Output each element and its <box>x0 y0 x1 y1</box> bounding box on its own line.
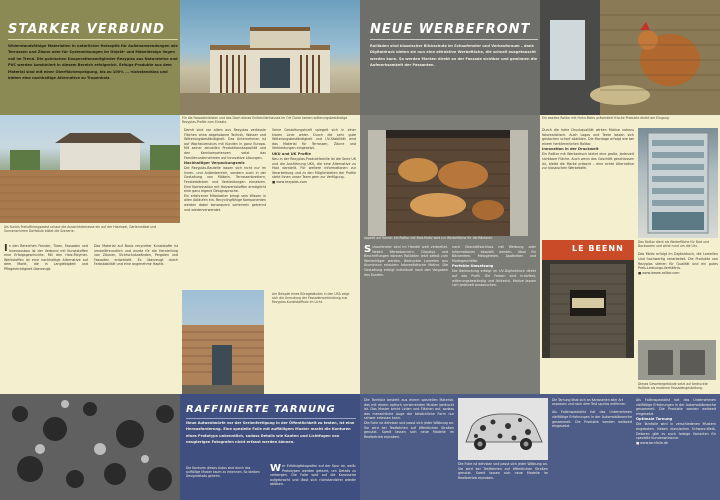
right-col-heading: Innovation in der Druckwelt <box>542 147 599 152</box>
middle-dropcap: S <box>364 245 372 255</box>
bottom-col-car-text: Die Folie ist dehnbar und passt sich jeder Wölbung an. Sie wird bei Testfahrten auf öffentlichen Straßen genutzt. Somit lassen sich neue Modelle im Realbetrieb erproben. <box>458 462 548 480</box>
bottom-col-e-heading: Optimale Tarnung <box>636 417 673 422</box>
bottom-car-caption: Die Tarnung lässt sich an Karosserien aller Art anpassen und nach dem Test spurlos entfernen. <box>552 398 627 407</box>
middle-col-b <box>452 245 536 393</box>
middle-title-underline <box>370 39 538 40</box>
left-title: STARKER VERBUND <box>8 22 165 37</box>
left-column-b <box>184 128 266 286</box>
left-bottom-col2 <box>94 244 178 392</box>
left-terrace-caption: Als Sunkis Freiluftklangpalast schaut die Aussichtsterrasse ein auf der Holzinsel, Gartenmöbel und Sonnenschirme Dorfsäule bildet die Szenerie. <box>4 225 157 234</box>
left-link[interactable]: www.rezyplas.com <box>276 179 307 184</box>
middle-intro: Rollläden sind klassischer Blickschutz im Schaufenster und Verkaufsraum – dank Digitaldruck bieten sie nun eine attraktive Werbefläche, die schnell ausgetauscht werden kann. So werden Marken direkt an der Fassade sichtbar und gewinnen die Aufmerksamkeit der Passanten. <box>370 44 538 68</box>
bottom-left-photo <box>0 394 180 500</box>
left-col-b-text3: Ein erfahrener Mitarbeiter bringt sein Wissen in allen Abläufen ein. Recyclingfähige Komponenten werden dabei konsequent sortenrein getrennt und wiederverwendet. <box>184 193 266 212</box>
middle-bread-photo <box>368 130 528 236</box>
bottom-col-e-link[interactable]: ■ www.tarnfolie.de <box>636 440 668 445</box>
bottom-car-photo <box>458 398 548 460</box>
right-building-illustration <box>638 340 716 380</box>
bottom-left-caption: Die Konturen dieses Autos sind durch das auffällige Muster kaum zu erkennen. So bleiben Designdetails geheim. <box>186 466 260 479</box>
bottom-col-b <box>364 398 454 498</box>
middle-col-b-text2: Die Bedruckung erfolgt im UV-Digitaldruck direkt auf das Profil. Die Farben sind kratzfest, witterungsbeständig und lichtecht. Motive lassen sich jederzeit austauschen. <box>452 269 536 288</box>
left-column-c <box>272 128 356 286</box>
right-chicken-photo <box>540 0 720 115</box>
left-col-b-text: Damit sind vor allem aus Rezyplas verfasste Flächen ohne abgehobene Technik, Wasser und Witterungsbeständigkeit. Das Unternehmen ist auf Wachstumskurs mit Kunden in ganz Europa. Mit seiner aktuellen Produktionskapazität und den Kernkompetenzen setzt das Familienunternehmen auf innovative Lösungen. <box>184 128 266 160</box>
terrace-illustration <box>0 115 180 223</box>
left-bottom-text2: Das Material auf Basis recycelter Kunststoffe ist umweltfreundlich und wurde für die Herstellung von Zäunen, Sichtschutzwänden, Pergolen und Fassaden entwickelt. Es überzeugt durch Farbstabilität und eine angenehme Haptik. <box>94 244 178 267</box>
bottom-col-a-text: Wer Erlkönigfotografen auf der Spur ist, weiß: Prototypen werden getarnt, um Details zu verbergen. Die Folie wird auf die Karosserie aufgebracht und lässt sich rückstandsfrei wieder ablösen. <box>270 464 356 487</box>
middle-col-b-heading: Perfekte Umsetzung <box>452 264 494 269</box>
middle-col-b-text: nach Geschäftsschluss mit Werbung oder Informationen bespielt werden. Ideal für Bäckereien, Metzgereien, Apotheken und Modegeschäfte. <box>452 245 536 263</box>
left-house-caption: Für die Fassadenleisten und das Dach dieses Einfamilienhauses im Ort Cloire kamen witterungsbeständige Rezyplas-Profile zum Einsatz. <box>182 116 348 125</box>
left-col-c-text2: Neu in der Rezyplas-Produktfamilie ist die Serie UK und die Ausführung UKU, die eine Alternative zu Holz darstellt. Für weitere Informationen zur Verarbeitung und zu den Möglichkeiten der Profile steht Ihnen unser Team gern zur Verfügung. <box>272 156 356 180</box>
middle-col-a <box>364 245 448 393</box>
store-illustration <box>542 240 634 358</box>
middle-bread-caption: Appetit auf Sonne: ein Rolltor mit Brot-Motiv wird zur Werbefläche für die Bäckerei. <box>364 236 493 240</box>
bottom-col-c-text: Die Folie ist dehnbar und passt sich jeder Wölbung an. Sie wird bei Testfahrten auf öffentlichen Straßen genutzt. Somit lassen sich neue Modelle im Realbetrieb erproben. <box>364 420 454 439</box>
left-building-photo <box>182 290 264 394</box>
bottom-col-d-text: Als Folienspezialist hat das Unternehmen vielfältige Erfahrungen in der Automobilbranche gesammelt. Die Produkte werden weltweit eingesetzt. <box>552 410 632 429</box>
right-fridge-photo <box>638 128 718 238</box>
fridge-illustration <box>638 128 718 238</box>
right-col3-text: Das Motiv erfolgt im Digitaldruck, die Lamellen sind hochwertig verarbeitet. Die Produkte von Rezyplas stehen für Qualität und ein gutes Preis-Leistungs-Verhältnis. <box>638 252 718 271</box>
bottom-col-e <box>636 398 716 498</box>
right-col-text2: Ein Rolltor mit Werbedruck bietet eine große, jederzeit sichtbare Fläche. Auch wenn das Geschäft geschlossen ist, bleibt die Marke präsent – eine echte Alternative zur klassischen Werbetafel. <box>542 152 634 171</box>
right-link[interactable]: www.loewe-rolltor.com <box>642 270 680 275</box>
middle-title: NEUE WERBEFRONT <box>370 22 531 37</box>
bottom-col-e-text: Die Tarnfolie wird in verschiedenen Mustern angeboten. Neben klassischen Schwarz-Weiß-Dekoren gibt es auch farbige Varianten für spezielle Kundenwünsche. <box>636 422 716 441</box>
right-col-text: Durch die hohe Druckqualität wirken Motive nahezu fotorealistisch. Auch Logos und Texte lassen sich gestochen scharf abbilden. Die Montage erfolgt wie bei einem herkömmlichen Rolltor. <box>542 128 634 146</box>
left-intro: Widerstandsfähige Materialien in natürlicher Holzoptik für Außenanwendungen wie Terrassen und Zäune oder für Systemlösungen im Objekt- und Möbeldesign liegen voll im Trend. Die polnischen Kooperationsmitglieder Rezyplas aus Natursteine und PVC werden kombiniert in diesem Bereich erfolgreich. Erfolgs-Produkte aus dem Material sind mit einer Oberflächenprägung, bis zu 100% ... rückstandslos und bieten eine nachhaltige Alternative zu Tropenholz. <box>8 44 178 81</box>
bottom-dropcap: W <box>270 464 282 474</box>
left-dropcap: I <box>4 244 8 254</box>
left-house-photo <box>180 0 360 115</box>
left-bottom-col1 <box>4 244 88 392</box>
bottom-col-a <box>270 464 356 498</box>
right-photo2-caption: Das Rolltor dient als Werbefläche für Brot und Backwaren und wirbt rund um die Uhr. <box>638 240 710 249</box>
bread-shutter-illustration <box>368 130 528 236</box>
right-col2 <box>638 240 718 344</box>
bottom-link[interactable]: www.tarnfolie.de <box>640 440 668 445</box>
left-col-b-text2: Die Rezyplas-Bauteile lassen sich nicht nur im Innen- und Außenbereich, sondern auch in der Gestaltung von Möbeln, Terrassenbrettern, Fensterbänken und Verkleidungen einsetzen. Eine Kombination mit Holzwerkstoffen ermöglicht eine ganz eigene Designsprache. <box>184 166 266 194</box>
left-building-caption: Am Beispiel eines Bürogebäudes in den USA zeigt sich die Anmutung der Fassadenverkleidung aus Rezyplas-Kunststoffholz im Licht. <box>272 292 350 305</box>
camouflaged-car-illustration <box>458 398 548 460</box>
bottom-col-b-text: Die Tarnfolie besteht aus einem speziellen Material, das mit einem optisch verwirrenden Muster bedruckt ist. Das Muster bricht Linien und Flächen auf, sodass das menschliche Auge die tatsächliche Form nur schwer erfassen kann. <box>364 398 454 421</box>
building-illustration <box>182 290 264 394</box>
bottom-col-d <box>552 398 632 498</box>
left-col-c-text: Seine Gestaltungskraft spiegelt sich in einer klaren Linie wider. Durch die sehr gute Witterungsbeständigkeit und UV-Stabilität wird das Material für Terrassen, Zäune und Verkleidungen eingesetzt. <box>272 128 356 151</box>
right-col <box>542 128 634 240</box>
left-col-c-heading: UKU und UK Profile <box>272 151 311 156</box>
left-col-c-link[interactable]: ■ www.rezyplas.com <box>272 179 307 184</box>
left-col-b-heading: Nachhaltiger Verpackungsmix <box>184 161 245 166</box>
right-building-caption: Dieses Gewerbegebäude setzt auf bedruckte Rolltore als moderne Fassadengestaltung. <box>638 382 708 391</box>
right-building-photo <box>638 340 716 380</box>
bottom-title-underline <box>186 418 356 419</box>
left-title-underline <box>8 39 178 40</box>
bottom-intro: Neue Autoentwürfe vor der Serienfertigung in der Öffentlichkeit zu testen, ist eine Herausforderung. Eine spezielle Folie mit auffälligem Muster macht die Konturen eines Prototyps unkenntlich, sodass Details wie Kanten und Lichtfugen von neugierigen Fotografen nicht erfasst werden können. <box>186 421 355 445</box>
house-illustration <box>180 0 360 115</box>
right-col3-link[interactable]: ■ www.loewe-rolltor.com <box>638 270 680 275</box>
middle-col-a-text: Schaufenster sind im Handel weit verbreitet. Neben Werbebannern, Displays und Beschriftungen können Rollläden jetzt selbst zum Werbeträger werden. Bedruckte Lamellen aus Aluminium erlauben fotorealistische Motive. Die Gestaltung erfolgt individuell nach den Vorgaben des Kunden. <box>364 245 448 277</box>
bottom-col-e-intro: Als Folienspezialist hat das Unternehmen vielfältige Erfahrungen in der Automobilbranche gesammelt. Die Produkte werden weltweit eingesetzt. <box>636 398 716 416</box>
store-sign: LE BEENN <box>572 244 624 253</box>
left-terrace-photo <box>0 115 180 223</box>
right-chicken-caption: Ein zweites Rolltor mit Huhn-Motiv präsentiert frische Produkte direkt am Eingang. <box>542 116 670 120</box>
left-bottom-text1: In den Bereichen Fenster, Türen, Fassaden und Innenausbau ist der Verbund mit Kunststoffen eine Erfolgsgeschichte. Mit den Holz-Polymer-Werkstoffen ist eine nachhaltige Alternative auf dem Markt, die in Langlebigkeit und Pflegeleichtigkeit überzeugt. <box>4 244 88 271</box>
camouflage-closeup <box>0 394 180 500</box>
right-store-photo <box>542 240 634 358</box>
bottom-title: RAFFINIERTE TARNUNG <box>186 404 336 415</box>
chicken-shutter-illustration <box>540 0 720 115</box>
